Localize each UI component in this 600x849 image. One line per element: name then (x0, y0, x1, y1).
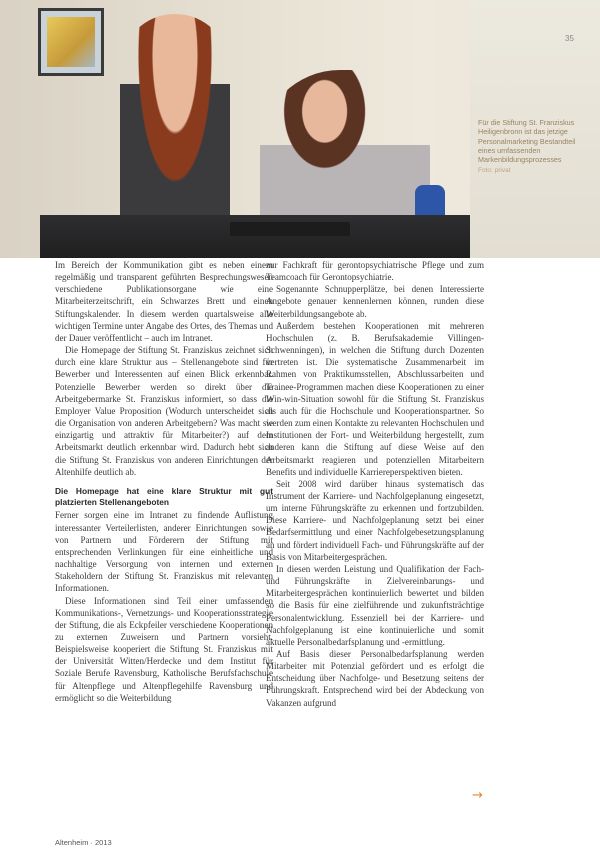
paragraph: Außerdem bestehen Kooperationen mit mehreren Hochschulen (z. B. Berufsakademie Villingen-Schwenningen), in welchen die Stiftung durch Dozenten vertreten ist. Die systematische Zusammenarbeit im Rahmen von Praktikumsstellen, Abschlussarbeiten und Trainee-Programmen machen diese Kooperationen zu einer Win-win-Situation sowohl für die Stiftung St. Franziskus als auch für die Hochschule und Kooperationspartner. So werden zum einen Kontakte zu relevanten Hochschulen und Institutionen der Fort- und Weiterbildung hergestellt, zum anderen kann die Stiftung auf diese Weise auf den Arbeitsmarkt reagieren und potenziellen Mitarbeitern Benefits und individuelle Karriereperspektiven bieten. (266, 320, 484, 477)
right-column (266, 259, 484, 709)
paragraph: Seit 2008 wird darüber hinaus systematisch das Instrument der Karriere- und Nachfolgeplanung eingesetzt, um interne Führungskräfte zu erkennen und fortzubilden. Diese Karriere- und Nachfolgeplanung setzt bei einer Bedarfsermittlung und einer Nachfolgebesetzungsplanung an und fördert individuell Fach- und Führungskräfte auf der Basis von Mitarbeitergesprächen. (266, 478, 484, 562)
paragraph: Sogenannte Schnupperplätze, bei denen Interessierte Angebote genauer kennenlernen können, runden diese Weiterbildungsangebote ab. (266, 284, 484, 319)
photo-caption (478, 118, 578, 176)
photo-credit: Foto: privat (478, 167, 511, 175)
paragraph: In diesen werden Leistung und Qualifikation der Fach- und Führungskräfte in Zielvereinbarungs- und Mitarbeitergesprächen kontinuierlich bewertet und bilden so die Basis für eine zielführende und zukunftsträchtige Personalentwicklung. Essenziell bei der Karriere- und Nachfolgeplanung ist eine kontinuierliche und somit aktuelle Personalbedarfsplanung und -ermittlung. (266, 563, 484, 647)
left-column (55, 259, 273, 704)
paragraph: zur Fachkraft für gerontopsychiatrische Pflege und zum Teamcoach für Gerontopsychiatrie. (266, 260, 484, 283)
window-painting (38, 8, 104, 76)
page-number: 35 (565, 34, 574, 43)
standing-woman (120, 14, 230, 244)
continue-arrow-icon: → (472, 788, 483, 803)
footer: Altenheim · 2013 (55, 838, 112, 847)
paragraph: Auf Basis dieser Personalbedarfsplanung werden Mitarbeiter mit Potenzial gefördert und es erfolgt die Entscheidung über Nachfolge- und Besetzung seitens der Führungskraft. Entsprechend wird bei der Abdeckung von Vakanzen aufgrund (266, 649, 484, 708)
paragraph: Ferner sorgen eine im Intranet zu findende Auflistung interessanter Verteilerlisten, anderer Einrichtungen sowie von Partnern und Förderern der Stiftung mit entsprechenden Verlinkungen für eine einheitliche und nachhaltige Versorgung von internen und externen Stakeholdern der Stiftung St. Franziskus mit relevanten Informationen. (55, 510, 273, 594)
paragraph: Im Bereich der Kommunikation gibt es neben einem regelmäßig und transparent geführten Besprechungswesen verschiedene Publikationsorgane wie eine Mitarbeiterzeitschrift, ein Schwarzes Brett und einen Stiftungskalender. In diesem werden quartalsweise alle wichtigen Termine unter Angabe des Ortes, des Themas und der Dauer veröffentlicht – auch im Intranet. (55, 260, 273, 343)
section-heading: Die Homepage hat eine klare Struktur mit gut platzierten Stellenangeboten (55, 485, 273, 507)
paragraph: Diese Informationen sind Teil einer umfassenden Kommunikations-, Vernetzungs- und Kooperationsstrategie der Stiftung, die als Eckpfeiler verschiedene Kooperationen zu externen Zuweisern und Partnern vorsieht. Beispielsweise kooperiert die Stiftung St. Franziskus mit der Universität Witten/Herdecke und dem Institut für Soziale Berufe Ravensburg, Katholische Berufsfachschule für Altenpflege und Altenpflegehilfe Ravensburg und ermöglicht so die Weiterbildung (55, 595, 273, 703)
paragraph: Die Homepage der Stiftung St. Franziskus zeichnet sich durch eine klare Struktur aus – Stellenangebote sind für Bewerber und Interessenten auf einen Blick erkennbar. Potenzielle Bewerber werden so direkt über die Arbeitgebermarke St. Franziskus informiert, so dass die Employer Value Proposition (Wodurch unterscheidet sich die Organisation von anderen Arbeitgebern? Was macht sie einzigartig und attraktiv für Mitarbeiter?) auf dem Arbeitsmarkt deutlich erkennbar wird. Dadurch hebt sich die Stiftung St. Franziskus von anderen Einrichtungen der Altenhilfe deutlich ab. (55, 345, 273, 477)
caption-text: Für die Stiftung St. Franziskus Heiligenbronn ist das jetzige Personalmarketing Bestandteil eines umfassenden Markenbildungsprozesses (478, 118, 576, 165)
laptop (230, 222, 350, 236)
